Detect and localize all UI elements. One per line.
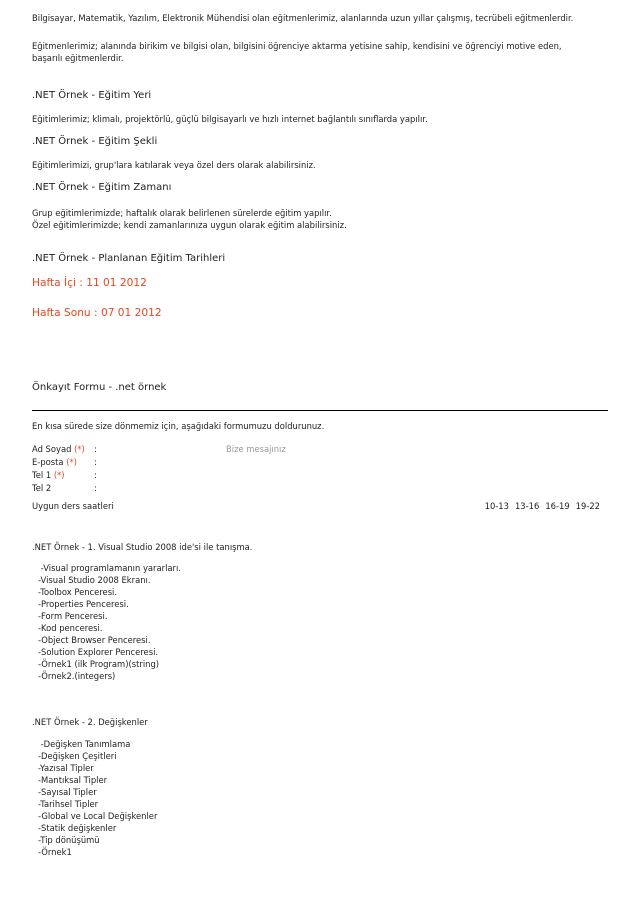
course2-title: .NET Örnek - 2. Değişkenler <box>32 717 148 727</box>
hour-option-16-19[interactable]: 16-19 <box>545 501 570 511</box>
field-label: Tel 1 <box>32 470 52 480</box>
list-item: -Statik değişkenler <box>38 823 117 833</box>
list-item: -Değişken Çeşitleri <box>38 751 117 761</box>
course1-list <box>32 562 181 682</box>
field-e-posta[interactable] <box>32 456 97 468</box>
weekday-date: Hafta İçi : 11 01 2012 <box>32 277 147 289</box>
list-item: -Sayısal Tipler <box>38 787 97 797</box>
list-item: -Toolbox Penceresi. <box>38 587 118 597</box>
hour-option-19-22[interactable]: 19-22 <box>575 501 600 511</box>
list-item: -Mantıksal Tipler <box>38 775 108 785</box>
list-item: -Örnek2.(integers) <box>38 671 116 681</box>
field-label: Tel 2 <box>32 483 52 493</box>
field-label: Ad Soyad <box>32 444 72 454</box>
list-item: -Global ve Local Değişkenler <box>38 811 158 821</box>
section-title-egitim-yeri: .NET Örnek - Eğitim Yeri <box>32 90 152 101</box>
list-item: -Solution Explorer Penceresi. <box>38 647 159 657</box>
field-colon: : <box>94 457 97 467</box>
list-item: -Object Browser Penceresi. <box>38 635 151 645</box>
field-colon: : <box>94 483 97 493</box>
section-text-egitim-sekli: Eğitimlerimizi, grup'lara katılarak veya özel ders olarak alabilirsiniz. <box>32 160 316 170</box>
section-text-egitim-zamani-1: Grup eğitimlerimizde; haftalık olarak belirlenen sürelerde eğitim yapılır. <box>32 208 332 218</box>
hours-label: Uygun ders saatleri <box>32 501 114 511</box>
list-item: -Tip dönüşümü <box>38 835 100 845</box>
section-title-egitim-zamani: .NET Örnek - Eğitim Zamanı <box>32 182 172 193</box>
form-description: En kısa sürede size dönmemiz için, aşağıdaki formumuzu doldurunuz. <box>32 421 325 431</box>
field-colon: : <box>94 444 97 454</box>
list-item: -Tarihsel Tipler <box>38 799 99 809</box>
list-item: -Değişken Tanımlama <box>38 739 131 749</box>
list-item: -Kod penceresi. <box>38 623 103 633</box>
form-divider <box>32 410 608 411</box>
field-colon: : <box>94 470 97 480</box>
field-tel-2[interactable] <box>32 482 97 494</box>
message-textarea[interactable]: Bize mesajınız <box>226 444 286 454</box>
hour-option-10-13[interactable]: 10-13 <box>484 501 509 511</box>
list-item: -Visual Studio 2008 Ekranı. <box>38 575 151 585</box>
list-item: -Örnek1 (ilk Program)(string) <box>38 659 160 669</box>
list-item: -Örnek1 <box>38 847 72 857</box>
course1-title: .NET Örnek - 1. Visual Studio 2008 ide'si ile tanışma. <box>32 542 253 552</box>
list-item: -Form Penceresi. <box>38 611 108 621</box>
required-marker: (*) <box>53 470 65 480</box>
list-item: -Yazısal Tipler <box>38 763 94 773</box>
field-ad-soyad[interactable] <box>32 443 97 455</box>
section-text-egitim-zamani-2: Özel eğitimlerimizde; kendi zamanlarınıza uygun olarak eğitim alabilirsiniz. <box>32 220 347 230</box>
course2-list <box>32 738 157 858</box>
section-text-egitim-yeri: Eğitimlerimiz; klimalı, projektörlü, güçlü bilgisayarlı ve hızlı internet bağlantılı sınıflarda yapılır. <box>32 114 428 124</box>
field-tel-1[interactable] <box>32 469 97 481</box>
required-marker: (*) <box>66 457 77 467</box>
section-title-egitim-sekli: .NET Örnek - Eğitim Şekli <box>32 136 158 147</box>
dates-title: .NET Örnek - Planlanan Eğitim Tarihleri <box>32 253 226 264</box>
hour-option-13-16[interactable]: 13-16 <box>514 501 540 511</box>
intro-paragraph-2: Eğitmenlerimiz; alanında birikim ve bilgisi olan, bilgisini öğrenciye aktarma yetisine sahip, kendisini ve öğrenciyi motive eden, başarılı eğitmenlerdir. <box>32 41 562 63</box>
form-title: Önkayıt Formu - .net örnek <box>32 382 167 393</box>
hours-options <box>479 500 600 512</box>
field-label: E-posta <box>32 457 64 467</box>
intro-paragraph-1: Bilgisayar, Matematik, Yazılım, Elektronik Mühendisi olan eğitmenlerimiz, alanlarında uzun yıllar çalışmış, tecrübeli eğitmenlerdir. <box>32 13 574 23</box>
list-item: -Properties Penceresi. <box>38 599 129 609</box>
required-marker: (*) <box>74 444 85 454</box>
list-item: -Visual programlamanın yararları. <box>38 563 181 573</box>
weekend-date: Hafta Sonu : 07 01 2012 <box>32 307 162 319</box>
